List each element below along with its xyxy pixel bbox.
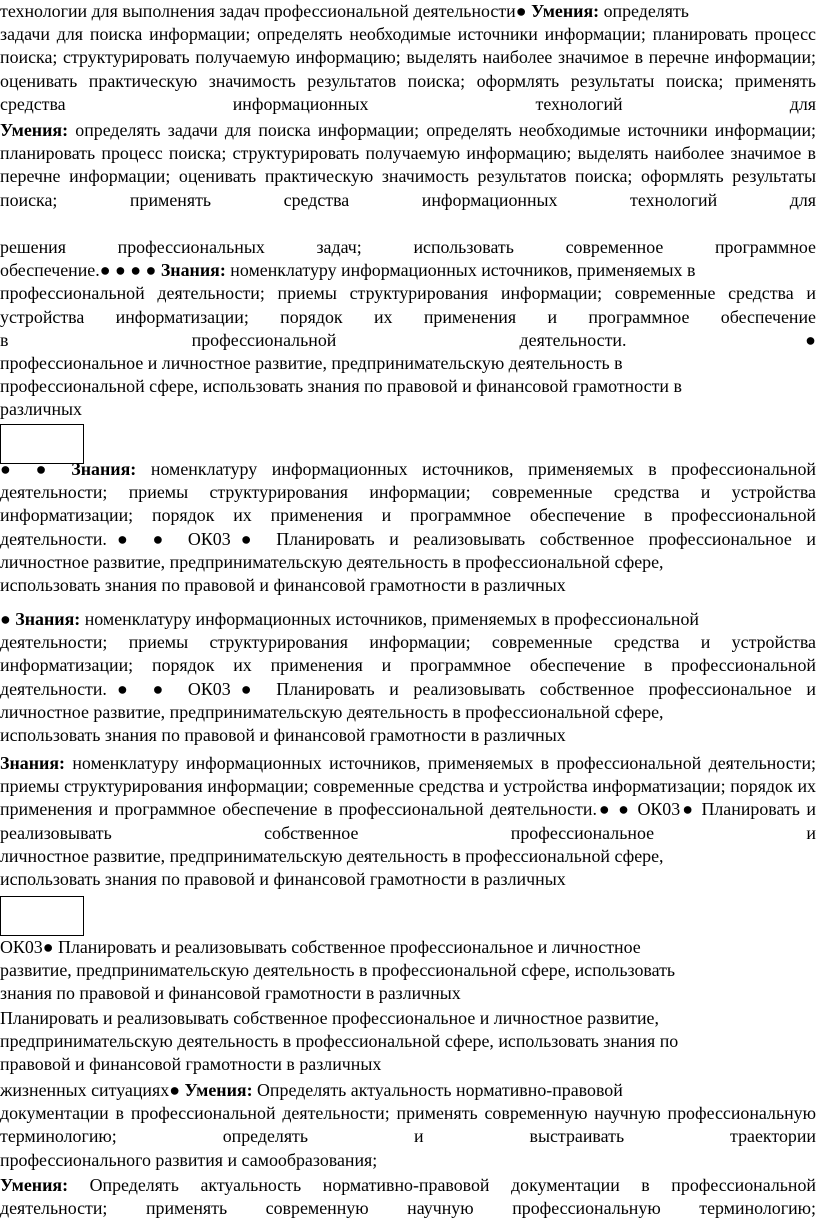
bullet-icon: ● <box>0 609 11 629</box>
paragraph-5-body: деятельности; приемы структурирования информации; современные средства и устройства информатизации; порядок их применения и программное обеспечение в профессиональной деятельности.● ● ОК03● Планировать и реализовывать собственное профессиональное и <box>0 632 816 699</box>
paragraph-7 <box>0 936 816 1006</box>
paragraph-3-line-2: обеспечение.● ● ● ● Знания: номенклатуру информационных источников, применяемых в <box>0 260 696 281</box>
knowledge-label: Знания: <box>0 753 65 773</box>
knowledge-label: Знания: <box>15 609 81 629</box>
paragraph-1 <box>0 0 816 116</box>
knowledge-label: Знания: <box>71 459 137 479</box>
skills-label: Умения: <box>531 1 600 21</box>
bullet-icon: ● <box>515 1 527 21</box>
paragraph-7-line-3: знания по правовой и финансовой грамотности в различных <box>0 983 461 1004</box>
paragraph-9-line-1: жизненных ситуациях● Умения: Определять актуальность нормативно-правовой <box>0 1080 623 1100</box>
paragraph-8-line-1: Планировать и реализовывать собственное профессиональное и личностное развитие, <box>0 1008 659 1028</box>
paragraph-4 <box>0 458 816 597</box>
paragraph-9-body: документации в профессиональной деятельности; применять современную научную профессиональную терминологию; определять и выстраивать траектории <box>0 1103 816 1147</box>
paragraph-3-line-5: в профессиональной деятельности.● <box>0 329 816 350</box>
paragraph-6-tail-1: личностное развитие, предпринимательскую деятельность в профессиональной сфере, <box>0 845 664 866</box>
paragraph-6 <box>0 752 816 891</box>
paragraph-8 <box>0 1007 816 1077</box>
skills-label: Умения: <box>0 1175 69 1195</box>
skills-label: Умения: <box>0 120 69 140</box>
paragraph-7-line-2: развитие, предпринимательскую деятельность в профессиональной сфере, использовать <box>0 960 676 981</box>
paragraph-1-body: задачи для поиска информации; определять необходимые источники информации; планировать процесс поиска; структурировать получаемую информацию; выделять наиболее значимое в перечне информации; оценивать практическую значимость результатов поиска; оформлять результаты поиска; применять средства информационных технологий для <box>0 24 816 114</box>
paragraph-10: Умения: Определять актуальность нормативно-правовой документации в профессиональной деятельности; применять современную научную профессиональную терминологию; <box>0 1175 816 1219</box>
paragraph-4-tail-2: использовать знания по правовой и финансовой грамотности в различных <box>0 575 566 596</box>
knowledge-label: Знания: <box>160 260 226 281</box>
paragraph-4-body: ● ● Знания: номенклатуру информационных источников, применяемых в профессиональной деятельности; приемы структурирования информации; современные средства и устройства информатизации; порядок их применения и программное обеспечение в профессиональной деятельности.● ● ОК03● Планировать и реализовывать собственное профессиональное и <box>0 459 816 549</box>
bullet-icon: ● ● <box>0 459 57 479</box>
paragraph-1-line-1: технологии для выполнения задач профессиональной деятельности● Умения: определять <box>0 1 689 21</box>
empty-table-cell <box>0 896 84 936</box>
paragraph-6-body: Знания: номенклатуру информационных источников, применяемых в профессиональной деятельности; приемы структурирования информации; современные средства и устройства информатизации; порядок их применения и программное обеспечение в профессиональной деятельности.● ● ОК03● Планировать и реализовывать собственное профессиональное и <box>0 753 816 843</box>
paragraph-9-last-line: профессионального развития и самообразования; <box>0 1149 378 1170</box>
bullet-icon: ● ● ● ● <box>99 260 157 281</box>
paragraph-9 <box>0 1079 816 1172</box>
paragraph-2: Умения: определять задачи для поиска информации; определять необходимые источники информации; планировать процесс поиска; структурировать получаемую информацию; выделять наиболее значимое в перечне информации; оценивать практическую значимость результатов поиска; оформлять результаты поиска; применять средства информационных технологий для <box>0 120 816 210</box>
paragraph-3 <box>0 236 816 422</box>
skills-label: Умения: <box>184 1080 253 1100</box>
paragraph-3-tail-1: профессиональное и личностное развитие, предпринимательскую деятельность в <box>0 353 623 374</box>
paragraph-7-line-1: ОК03● Планировать и реализовывать собственное профессиональное и личностное <box>0 937 641 957</box>
paragraph-5 <box>0 608 816 747</box>
paragraph-5-tail-1: личностное развитие, предпринимательскую деятельность в профессиональной сфере, <box>0 701 664 722</box>
paragraph-8-line-3: правовой и финансовой грамотности в различных <box>0 1054 382 1075</box>
paragraph-3-tail-3: различных <box>0 399 82 420</box>
paragraph-3-line-1: решения профессиональных задач; использовать современное программное <box>0 237 816 257</box>
paragraph-5-tail-2: использовать знания по правовой и финансовой грамотности в различных <box>0 725 566 746</box>
paragraph-3-tail-2: профессиональной сфере, использовать знания по правовой и финансовой грамотности в <box>0 376 682 397</box>
paragraph-3-body: профессиональной деятельности; приемы структурирования информации; современные средства и устройства информатизации; порядок их применения и программное обеспечение <box>0 283 816 327</box>
paragraph-4-tail-1: личностное развитие, предпринимательскую деятельность в профессиональной сфере, <box>0 551 664 572</box>
paragraph-8-line-2: предпринимательскую деятельность в профессиональной сфере, использовать знания по <box>0 1031 679 1052</box>
paragraph-6-tail-2: использовать знания по правовой и финансовой грамотности в различных <box>0 869 566 890</box>
paragraph-5-line-1: ● Знания: номенклатуру информационных источников, применяемых в профессиональной <box>0 609 699 629</box>
bullet-icon: ● <box>169 1080 180 1100</box>
